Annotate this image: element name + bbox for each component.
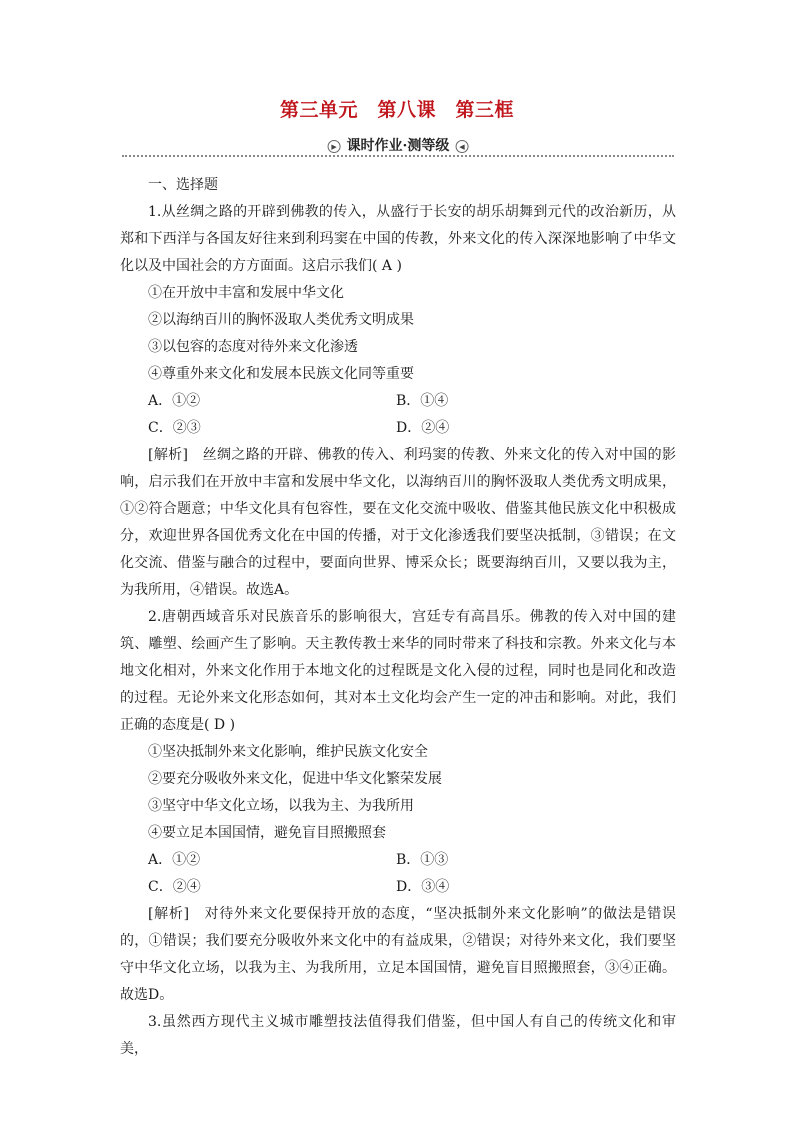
answer-choices [120, 388, 676, 442]
choice-c: C．②③ [148, 420, 201, 436]
play-right-icon: ▶ [328, 140, 341, 153]
page-title: 第三单元 第八课 第三框 [279, 99, 514, 121]
subtitle-label [312, 135, 485, 155]
question-option: ④尊重外来文化和发展本民族文化同等重要 [148, 366, 414, 382]
question-option: ①在开放中丰富和发展中华文化 [148, 285, 344, 301]
play-left-icon: ◀ [455, 140, 468, 153]
subtitle-text: 课时作业·测等级 [346, 138, 450, 154]
document-body [120, 172, 676, 1063]
analysis-paragraph: [解析] 对待外来文化要保持开放的态度，“坚决抵制外来文化影响”的做法是错误的，①错误；我们要充分吸收外来文化中的有益成果，②错误；对待外来文化，我们要坚守中华文化立场，以我为主、为我所用，立足本国国情，避免盲目照搬照套，③④正确。故选D。 [120, 906, 676, 1003]
question-option: ②以海纳百川的胸怀汲取人类优秀文明成果 [148, 312, 414, 328]
question-stem: 3.虽然西方现代主义城市雕塑技法值得我们借鉴，但中国人有自己的传统文化和审美， [120, 1014, 676, 1057]
analysis-paragraph: [解析] 丝绸之路的开辟、佛教的传入、利玛窦的传教、外来文化的传入对中国的影响，启示我们在开放中丰富和发展中华文化，以海纳百川的胸怀汲取人类优秀文明成果，①②符合题意；中华文化具有包容性，要在文化交流中吸收、借鉴其他民族文化中积极成分，欢迎世界各国优秀文化在中国的传播，对于文化渗透我们要坚决抵制，③错误；在文化交流、借鉴与融合的过程中，要面向世界、博采众长；既要海纳百川，又要以我为主，为我所用，④错误。故选A。 [120, 447, 676, 598]
subtitle-bar [122, 135, 674, 157]
question-option: ③坚守中华文化立场，以我为主、为我所用 [148, 798, 414, 814]
question-option: ②要充分吸收外来文化，促进中华文化繁荣发展 [148, 771, 442, 787]
question-stem: 2.唐朝西域音乐对民族音乐的影响很大，宫廷专有高昌乐。佛教的传入对中国的建筑、雕塑、绘画产生了影响。天主教传教士来华的同时带来了科技和宗教。外来文化与本地文化相对，外来文化作用于本地文化的过程既是文化入侵的过程，同时也是同化和改造的过程。无论外来文化形态如何，其对本土文化均会产生一定的冲击和影响。对此，我们正确的态度是( D ) [120, 609, 676, 733]
choice-a: A．①② [148, 852, 201, 868]
question-option: ③以包容的态度对待外来文化渗透 [148, 339, 358, 355]
choice-b: B．①③ [396, 852, 449, 868]
choice-c: C．②④ [148, 879, 201, 895]
dotted-divider [122, 155, 674, 157]
answer-choices [120, 847, 676, 901]
section-heading: 一、选择题 [148, 177, 218, 193]
question-option: ①坚决抵制外来文化影响，维护民族文化安全 [148, 744, 428, 760]
choice-b: B．①④ [396, 393, 449, 409]
question-option: ④要立足本国国情，避免盲目照搬照套 [148, 825, 386, 841]
choice-a: A．①② [148, 393, 201, 409]
choice-d: D．③④ [396, 879, 450, 895]
question-stem: 1.从丝绸之路的开辟到佛教的传入，从盛行于长安的胡乐胡舞到元代的改治新历，从郑和下西洋与各国友好往来到利玛窦在中国的传教，外来文化的传入深深地影响了中华文化以及中国社会的方方面面。这启示我们( A ) [120, 204, 676, 274]
choice-d: D．②④ [396, 420, 450, 436]
